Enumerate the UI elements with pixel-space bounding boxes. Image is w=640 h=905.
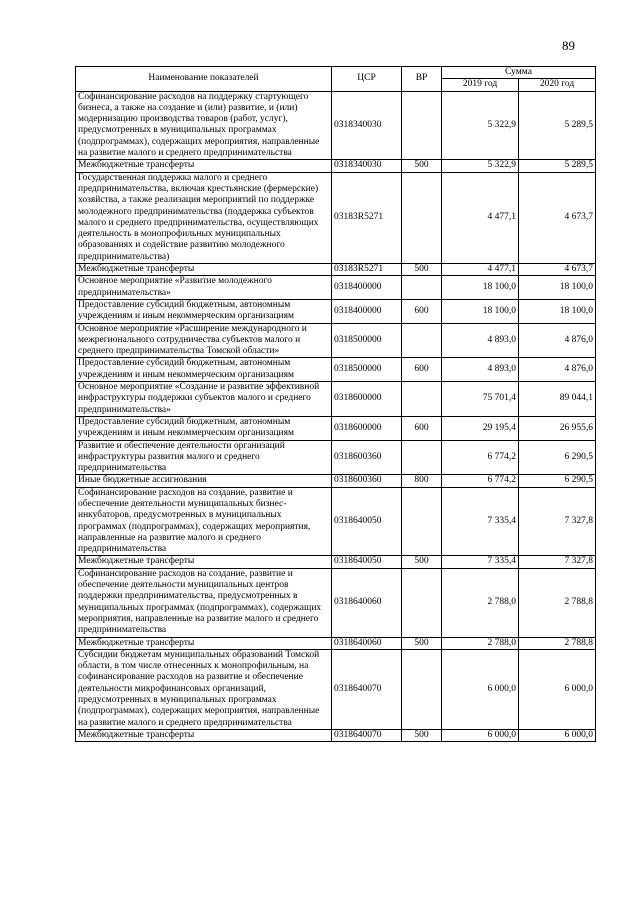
row-name: Основное мероприятие «Расширение международного и межрегионального сотрудничества субъектов малого и среднего предпринимательства Томской области» bbox=[76, 323, 332, 358]
row-csr: 0318500000 bbox=[332, 358, 402, 382]
table-row bbox=[76, 475, 596, 487]
row-vr bbox=[402, 91, 442, 160]
table-row bbox=[76, 416, 596, 440]
row-vr bbox=[402, 382, 442, 417]
table-row bbox=[76, 358, 596, 382]
row-sum-2020: 5 289,5 bbox=[519, 91, 596, 160]
row-csr: 0318600360 bbox=[332, 475, 402, 487]
row-csr: 0318640060 bbox=[332, 568, 402, 637]
row-sum-2019: 5 322,9 bbox=[442, 160, 519, 172]
row-sum-2019: 4 893,0 bbox=[442, 323, 519, 358]
row-sum-2020: 18 100,0 bbox=[519, 276, 596, 300]
row-csr: 0318640050 bbox=[332, 556, 402, 568]
row-csr: 0318640070 bbox=[332, 649, 402, 729]
header-2020: 2020 год bbox=[519, 79, 596, 91]
row-sum-2019: 29 195,4 bbox=[442, 416, 519, 440]
row-name: Межбюджетные трансферты bbox=[76, 637, 332, 649]
row-vr bbox=[402, 276, 442, 300]
row-vr bbox=[402, 172, 442, 263]
table-row bbox=[76, 382, 596, 417]
row-name: Основное мероприятие «Развитие молодежного предпринимательства» bbox=[76, 276, 332, 300]
row-sum-2019: 4 893,0 bbox=[442, 358, 519, 382]
row-csr: 0318340030 bbox=[332, 160, 402, 172]
row-name: Межбюджетные трансферты bbox=[76, 160, 332, 172]
header-csr: ЦСР bbox=[332, 67, 402, 92]
row-name: Предоставление субсидий бюджетным, автономным учреждениям и иным некоммерческим организациям bbox=[76, 358, 332, 382]
row-name: Межбюджетные трансферты bbox=[76, 264, 332, 276]
row-csr: 0318600360 bbox=[332, 440, 402, 475]
row-sum-2019: 18 100,0 bbox=[442, 276, 519, 300]
row-sum-2019: 6 000,0 bbox=[442, 649, 519, 729]
row-csr: 0318340030 bbox=[332, 91, 402, 160]
row-name: Предоставление субсидий бюджетным, автономным учреждениям и иным некоммерческим организациям bbox=[76, 299, 332, 323]
row-sum-2020: 5 289,5 bbox=[519, 160, 596, 172]
row-name: Межбюджетные трансферты bbox=[76, 729, 332, 741]
row-sum-2019: 2 788,0 bbox=[442, 637, 519, 649]
row-sum-2020: 18 100,0 bbox=[519, 299, 596, 323]
header-sum: Сумма bbox=[442, 67, 596, 79]
row-name: Межбюджетные трансферты bbox=[76, 556, 332, 568]
table-row bbox=[76, 323, 596, 358]
row-vr: 600 bbox=[402, 299, 442, 323]
row-csr: 0318400000 bbox=[332, 299, 402, 323]
row-sum-2020: 89 044,1 bbox=[519, 382, 596, 417]
table-row bbox=[76, 160, 596, 172]
row-sum-2019: 2 788,0 bbox=[442, 568, 519, 637]
row-sum-2020: 6 000,0 bbox=[519, 729, 596, 741]
row-name: Государственная поддержка малого и среднего предпринимательства, включая крестьянские (фермерские) хозяйства, а также реализация мероприятий по поддержке молодежного предпринимательства (поддержка субъектов малого и среднего предпринимательства, осуществляющих деятельность в монопрофильных муниципальных образованиях и содействие развитию молодежного предпринимательства) bbox=[76, 172, 332, 263]
row-sum-2019: 4 477,1 bbox=[442, 172, 519, 263]
row-sum-2019: 7 335,4 bbox=[442, 487, 519, 556]
row-sum-2019: 18 100,0 bbox=[442, 299, 519, 323]
row-csr: 0318640060 bbox=[332, 637, 402, 649]
table-header bbox=[76, 67, 596, 92]
table-row bbox=[76, 637, 596, 649]
row-csr: 03183R5271 bbox=[332, 172, 402, 263]
table-row bbox=[76, 264, 596, 276]
row-name: Софинансирование расходов на поддержку стартующего бизнеса, а также на создание и (или) развитие, и (или) модернизацию производства товаров (работ, услуг), предусмотренных в муниципальных программах (подпрограммах), содержащих мероприятия, направленные на развитие малого и среднего предпринимательства bbox=[76, 91, 332, 160]
table-row bbox=[76, 440, 596, 475]
row-sum-2020: 4 673,7 bbox=[519, 264, 596, 276]
row-vr bbox=[402, 323, 442, 358]
table-row bbox=[76, 172, 596, 263]
row-name: Предоставление субсидий бюджетным, автономным учреждениям и иным некоммерческим организациям bbox=[76, 416, 332, 440]
row-sum-2020: 7 327,8 bbox=[519, 556, 596, 568]
row-name: Развитие и обеспечение деятельности организаций инфраструктуры развития малого и среднего предпринимательства bbox=[76, 440, 332, 475]
row-sum-2019: 4 477,1 bbox=[442, 264, 519, 276]
row-sum-2020: 6 290,5 bbox=[519, 475, 596, 487]
row-vr: 600 bbox=[402, 416, 442, 440]
row-sum-2020: 4 876,0 bbox=[519, 323, 596, 358]
row-vr: 500 bbox=[402, 160, 442, 172]
row-sum-2019: 6 774,2 bbox=[442, 475, 519, 487]
table-row bbox=[76, 91, 596, 160]
row-sum-2019: 6 000,0 bbox=[442, 729, 519, 741]
table-row bbox=[76, 299, 596, 323]
row-csr: 0318600000 bbox=[332, 416, 402, 440]
row-sum-2020: 4 673,7 bbox=[519, 172, 596, 263]
page-number: 89 bbox=[562, 38, 575, 53]
table-row bbox=[76, 276, 596, 300]
row-csr: 0318500000 bbox=[332, 323, 402, 358]
row-sum-2020: 2 788,8 bbox=[519, 568, 596, 637]
row-csr: 0318640050 bbox=[332, 487, 402, 556]
row-vr: 600 bbox=[402, 358, 442, 382]
row-vr bbox=[402, 440, 442, 475]
row-sum-2020: 4 876,0 bbox=[519, 358, 596, 382]
row-vr: 500 bbox=[402, 637, 442, 649]
row-sum-2019: 6 774,2 bbox=[442, 440, 519, 475]
header-2019: 2019 год bbox=[442, 79, 519, 91]
table-body bbox=[76, 91, 596, 742]
row-sum-2020: 7 327,8 bbox=[519, 487, 596, 556]
row-sum-2020: 2 788,8 bbox=[519, 637, 596, 649]
row-vr: 500 bbox=[402, 264, 442, 276]
budget-table bbox=[75, 66, 596, 742]
table-row bbox=[76, 556, 596, 568]
row-csr: 0318400000 bbox=[332, 276, 402, 300]
table-row bbox=[76, 649, 596, 729]
row-csr: 0318640070 bbox=[332, 729, 402, 741]
row-name: Софинансирование расходов на создание, развитие и обеспечение деятельности муниципальных центров поддержки предпринимательства, предусмотренных в муниципальных программах (подпрограммах), содержащих мероприятия, направленные на развитие малого и среднего предпринимательства bbox=[76, 568, 332, 637]
row-vr: 500 bbox=[402, 729, 442, 741]
row-name: Иные бюджетные ассигнования bbox=[76, 475, 332, 487]
row-sum-2019: 7 335,4 bbox=[442, 556, 519, 568]
row-name: Основное мероприятие «Создание и развитие эффективной инфраструктуры поддержки субъектов малого и среднего предпринимательства» bbox=[76, 382, 332, 417]
row-vr bbox=[402, 649, 442, 729]
row-sum-2020: 6 000,0 bbox=[519, 649, 596, 729]
row-name: Софинансирование расходов на создание, развитие и обеспечение деятельности муниципальных бизнес-инкубаторов, предусмотренных в муниципальных программах (подпрограммах), содержащих мероприятия, направленные на развитие малого и среднего предпринимательства bbox=[76, 487, 332, 556]
row-csr: 03183R5271 bbox=[332, 264, 402, 276]
row-vr bbox=[402, 487, 442, 556]
row-csr: 0318600000 bbox=[332, 382, 402, 417]
table-row bbox=[76, 568, 596, 637]
row-sum-2019: 5 322,9 bbox=[442, 91, 519, 160]
row-sum-2019: 75 701,4 bbox=[442, 382, 519, 417]
header-vr: ВР bbox=[402, 67, 442, 92]
row-vr: 800 bbox=[402, 475, 442, 487]
table-row bbox=[76, 729, 596, 741]
row-name: Субсидии бюджетам муниципальных образований Томской области, в том числе отнесенных к монопрофильным, на софинансирование расходов на развитие и обеспечение деятельности микрофинансовых организаций, предусмотренных в муниципальных программах (подпрограммах), содержащих мероприятия, направленные на развитие малого и среднего предпринимательства bbox=[76, 649, 332, 729]
row-sum-2020: 6 290,5 bbox=[519, 440, 596, 475]
row-vr: 500 bbox=[402, 556, 442, 568]
row-vr bbox=[402, 568, 442, 637]
row-sum-2020: 26 955,6 bbox=[519, 416, 596, 440]
table-row bbox=[76, 487, 596, 556]
header-name: Наименование показателей bbox=[76, 67, 332, 92]
